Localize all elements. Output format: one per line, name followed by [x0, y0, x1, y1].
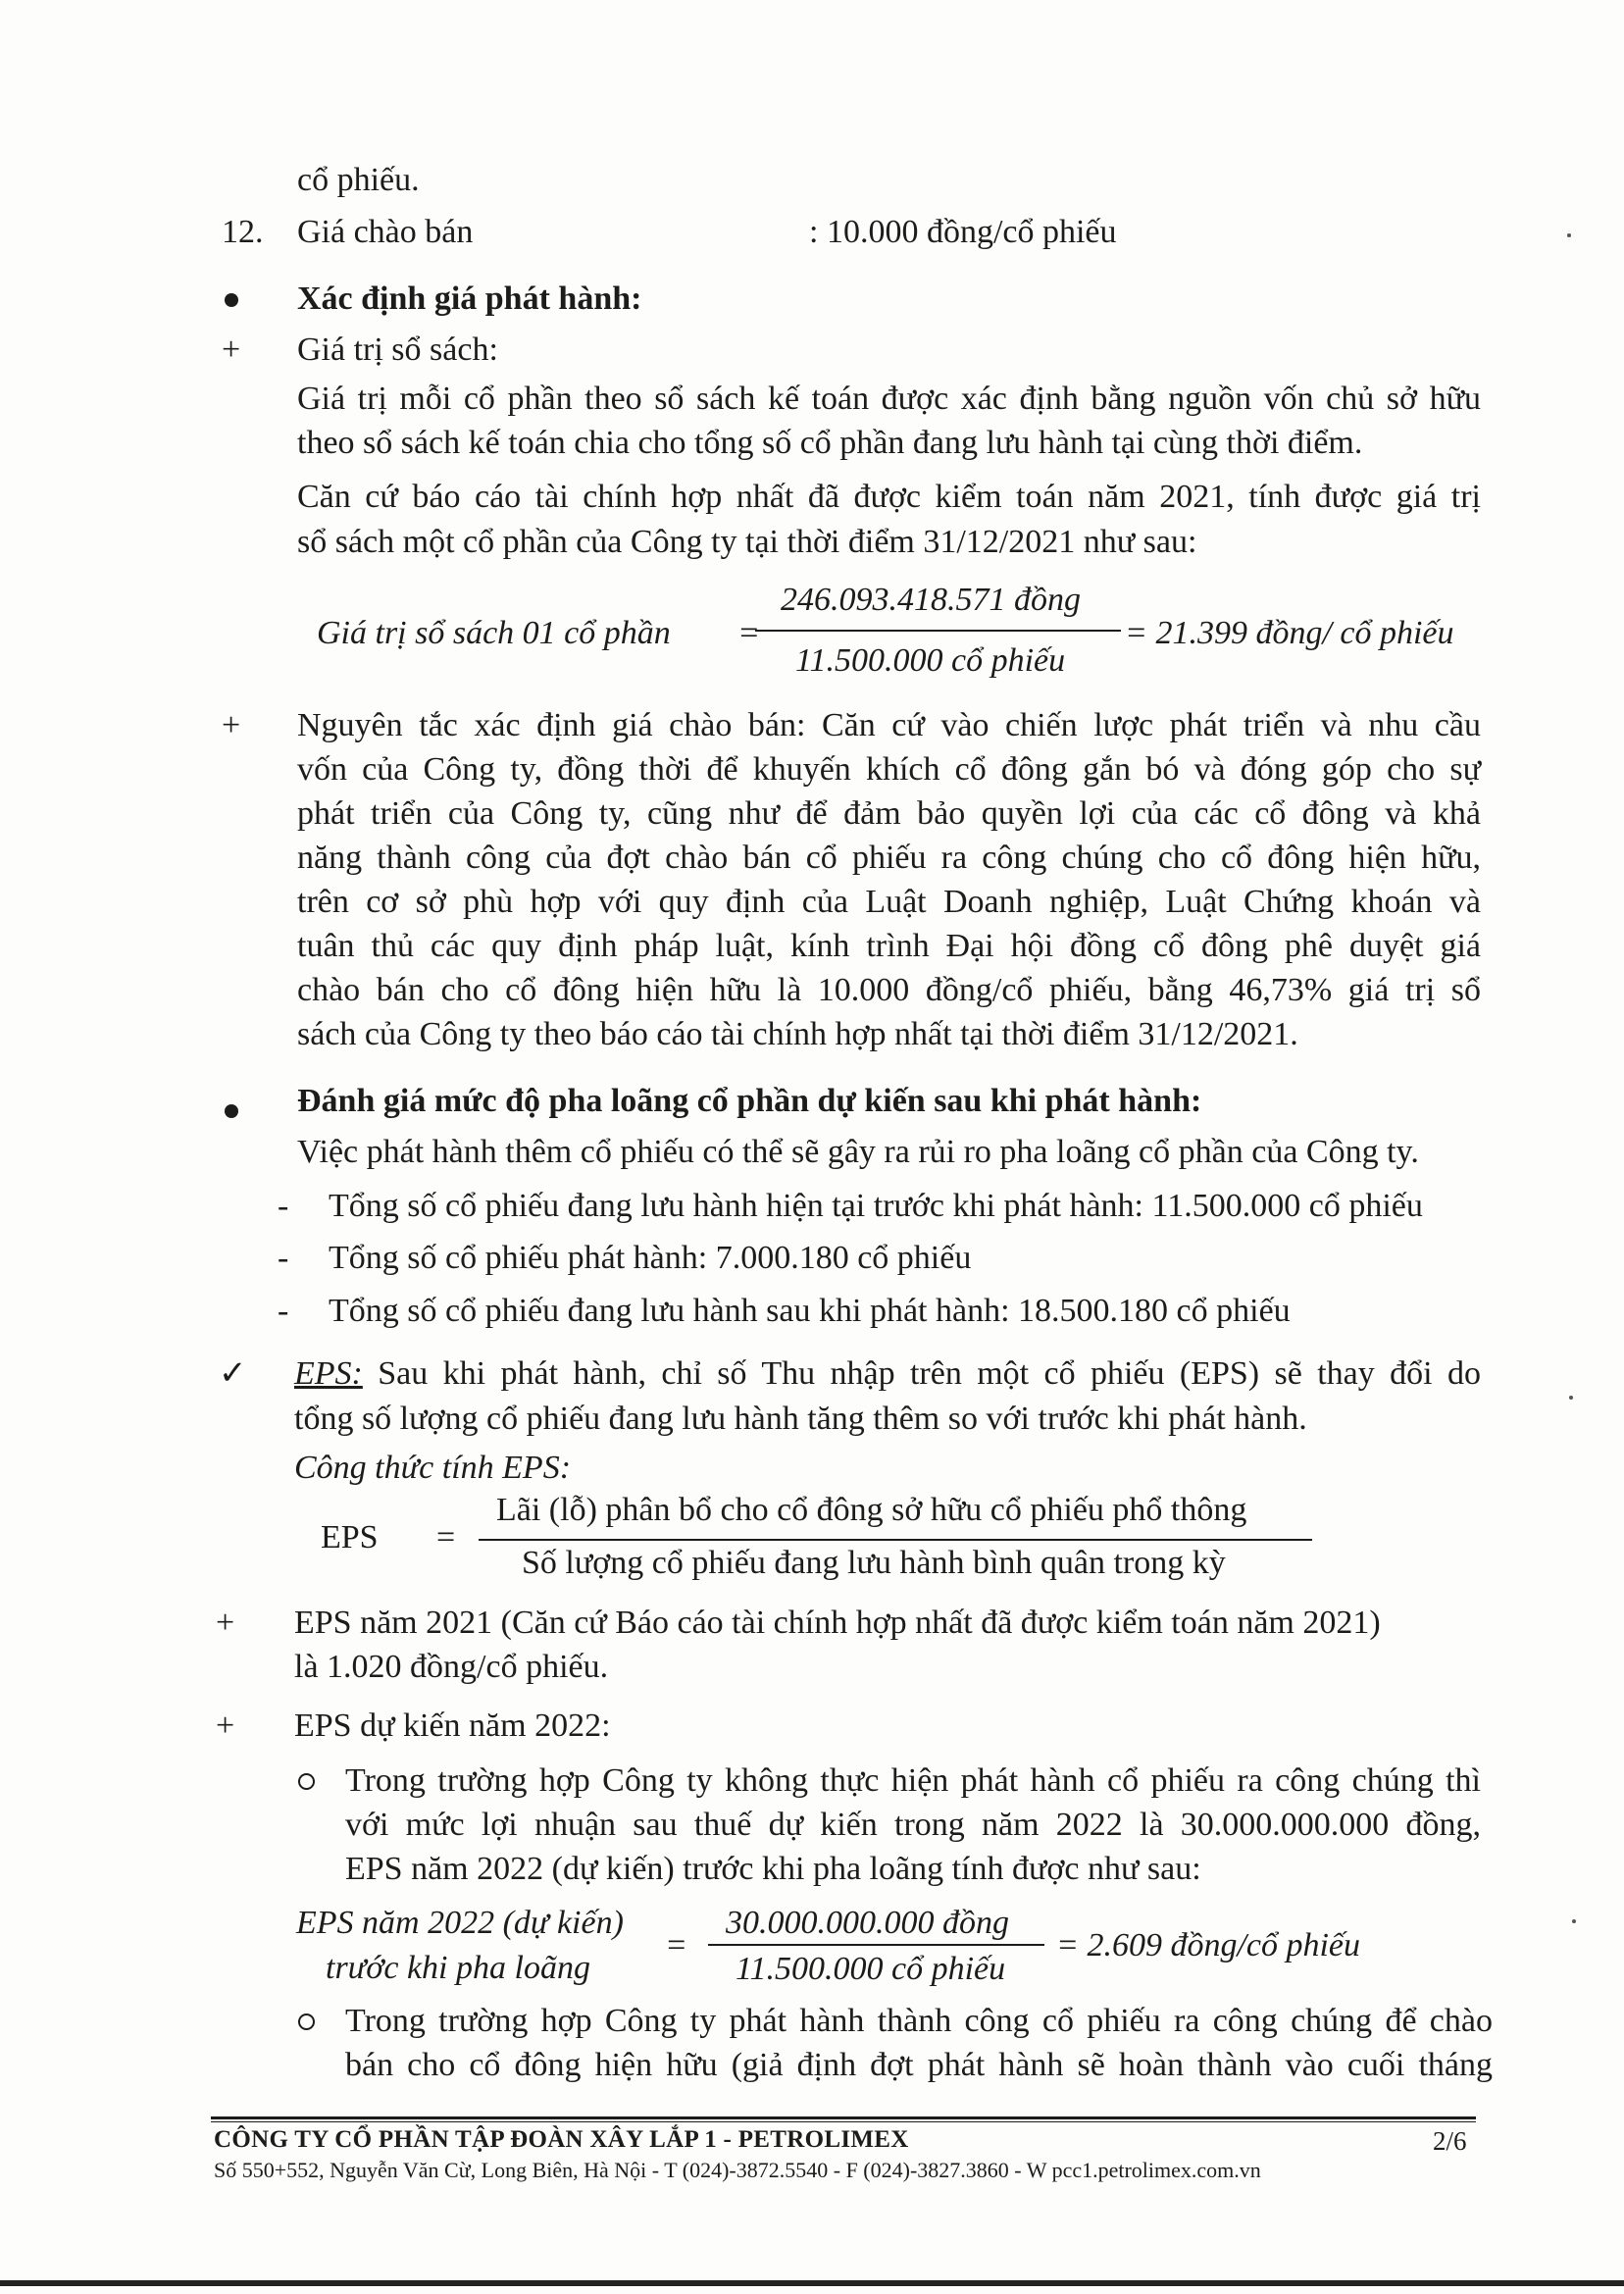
item-value: : 10.000 đồng/cổ phiếu	[809, 214, 1117, 250]
footer-company: CÔNG TY CỔ PHẦN TẬP ĐOÀN XÂY LẮP 1 - PETROLIMEX	[214, 2126, 909, 2153]
fraction-line	[755, 630, 1121, 632]
item-label: Giá chào bán	[297, 214, 474, 250]
formula-left-line2: trước khi pha loãng	[326, 1950, 590, 1986]
formula-denominator: 11.500.000 cổ phiếu	[736, 1951, 1006, 1987]
paragraph-line: với mức lợi nhuận sau thuế dự kiến trong năm 2022 là 30.000.000.000 đồng,	[345, 1807, 1481, 1843]
paragraph-line: sách của Công ty theo báo cáo tài chính hợp nhất tại thời điểm 31/12/2021.	[297, 1016, 1298, 1052]
paragraph-line: EPS năm 2022 (dự kiến) trước khi pha loãng tính được như sau:	[345, 1851, 1201, 1887]
scan-speck	[1569, 1396, 1573, 1400]
footer-rule-thin	[211, 2121, 1476, 2122]
checkmark-icon: ✓	[219, 1355, 247, 1392]
continuation-line: cổ phiếu.	[297, 162, 420, 198]
scan-speck	[1567, 233, 1571, 237]
paragraph-line: là 1.020 đồng/cổ phiếu.	[294, 1649, 609, 1685]
page-number: 2/6	[1433, 2126, 1467, 2156]
eps-label: EPS:	[294, 1355, 363, 1392]
formula-equals: =	[665, 1927, 687, 1963]
bullet-icon	[225, 1104, 238, 1118]
paragraph-line: Nguyên tắc xác định giá chào bán: Căn cứ vào chiến lược phát triển và nhu cầu	[297, 707, 1481, 743]
paragraph-line: EPS năm 2021 (Căn cứ Báo cáo tài chính hợp nhất đã được kiểm toán năm 2021)	[294, 1605, 1381, 1641]
bullet-icon	[225, 293, 238, 307]
paragraph-line: năng thành công của đợt chào bán cổ phiếu ra công chúng cho cổ đông hiện hữu,	[297, 840, 1481, 876]
item-number: 12.	[222, 214, 264, 250]
plus-marker: +	[222, 331, 241, 368]
formula-denominator: Số lượng cổ phiếu đang lưu hành bình quân trong kỳ	[522, 1545, 1226, 1581]
formula-left: EPS	[321, 1519, 379, 1555]
paragraph-line: Căn cứ báo cáo tài chính hợp nhất đã được kiểm toán năm 2021, tính được giá trị	[297, 479, 1481, 515]
formula-result: = 2.609 đồng/cổ phiếu	[1056, 1927, 1361, 1963]
subheading-eps-2022: EPS dự kiến năm 2022:	[294, 1708, 611, 1744]
list-item: Tổng số cổ phiếu đang lưu hành hiện tại trước khi phát hành: 11.500.000 cổ phiếu	[329, 1188, 1423, 1224]
formula-numerator: 246.093.418.571 đồng	[781, 582, 1081, 618]
plus-marker: +	[222, 707, 241, 743]
formula-equals: =	[737, 615, 760, 651]
paragraph-line: Việc phát hành thêm cổ phiếu có thể sẽ gây ra rủi ro pha loãng cổ phần của Công ty.	[297, 1134, 1419, 1170]
fraction-line	[708, 1944, 1044, 1946]
formula-result: = 21.399 đồng/ cổ phiếu	[1125, 615, 1454, 651]
list-item: Tổng số cổ phiếu đang lưu hành sau khi phát hành: 18.500.180 cổ phiếu	[329, 1293, 1291, 1329]
paragraph-line: bán cho cổ đông hiện hữu (giả định đợt phát hành sẽ hoàn thành vào cuối tháng	[345, 2047, 1493, 2083]
list-item: Tổng số cổ phiếu phát hành: 7.000.180 cổ phiếu	[329, 1240, 972, 1276]
subheading-book-value: Giá trị sổ sách:	[297, 331, 498, 368]
dash-marker: -	[278, 1188, 289, 1224]
paragraph-line: phát triển của Công ty, cũng như để đảm bảo quyền lợi của các cổ đông và khả	[297, 795, 1481, 832]
formula-left-line1: EPS năm 2022 (dự kiến)	[296, 1905, 624, 1941]
paragraph-line: Trong trường hợp Công ty không thực hiện phát hành cổ phiếu ra công chúng thì	[345, 1762, 1481, 1799]
formula-denominator: 11.500.000 cổ phiếu	[795, 642, 1066, 679]
circle-bullet-icon	[298, 2014, 315, 2030]
paragraph-line: trên cơ sở phù hợp với quy định của Luật Doanh nghiệp, Luật Chứng khoán và	[297, 884, 1481, 920]
scan-speck	[1572, 1919, 1576, 1923]
formula-numerator: Lãi (lỗ) phân bổ cho cổ đông sở hữu cổ phiếu phổ thông	[496, 1492, 1247, 1528]
paragraph-line: theo sổ sách kế toán chia cho tổng số cổ phần đang lưu hành tại cùng thời điểm.	[297, 425, 1363, 461]
paragraph-line: sổ sách một cổ phần của Công ty tại thời điểm 31/12/2021 như sau:	[297, 524, 1197, 560]
paragraph-line	[294, 1352, 1481, 1396]
dash-marker: -	[278, 1293, 289, 1329]
scan-edge	[0, 2280, 1624, 2286]
section-heading-price: Xác định giá phát hành:	[297, 280, 642, 317]
formula-caption: Công thức tính EPS:	[294, 1450, 572, 1486]
formula-left: Giá trị sổ sách 01 cổ phần	[317, 615, 671, 651]
paragraph-line: Giá trị mỗi cổ phần theo sổ sách kế toán được xác định bằng nguồn vốn chủ sở hữu	[297, 381, 1481, 417]
fraction-line	[479, 1539, 1312, 1541]
footer-rule-thick	[211, 2116, 1476, 2119]
paragraph-line: Trong trường hợp Công ty phát hành thành công cổ phiếu ra công chúng để chào	[345, 2003, 1493, 2039]
circle-bullet-icon	[298, 1773, 315, 1790]
paragraph-line: tổng số lượng cổ phiếu đang lưu hành tăng thêm so với trước khi phát hành.	[294, 1401, 1307, 1437]
footer-address: Số 550+552, Nguyễn Văn Cừ, Long Biên, Hà Nội - T (024)-3872.5540 - F (024)-3827.3860 - W pcc1.petrolimex.com.vn	[214, 2158, 1261, 2182]
paragraph-line: vốn của Công ty, đồng thời để khuyến khích cổ đông gắn bó và đóng góp cho sự	[297, 751, 1481, 788]
formula-equals: =	[436, 1519, 456, 1555]
section-heading-dilution: Đánh giá mức độ pha loãng cổ phần dự kiến sau khi phát hành:	[297, 1083, 1202, 1119]
paragraph-line: tuân thủ các quy định pháp luật, kính trình Đại hội đồng cổ đông phê duyệt giá	[297, 928, 1481, 964]
eps-text: Sau khi phát hành, chỉ số Thu nhập trên một cổ phiếu (EPS) sẽ thay đổi do	[362, 1355, 1481, 1392]
dash-marker: -	[278, 1240, 289, 1276]
plus-marker: +	[216, 1708, 235, 1744]
formula-numerator: 30.000.000.000 đồng	[726, 1905, 1009, 1941]
plus-marker: +	[216, 1605, 235, 1641]
paragraph-line: chào bán cho cổ đông hiện hữu là 10.000 đồng/cổ phiếu, bằng 46,73% giá trị sổ	[297, 972, 1481, 1008]
